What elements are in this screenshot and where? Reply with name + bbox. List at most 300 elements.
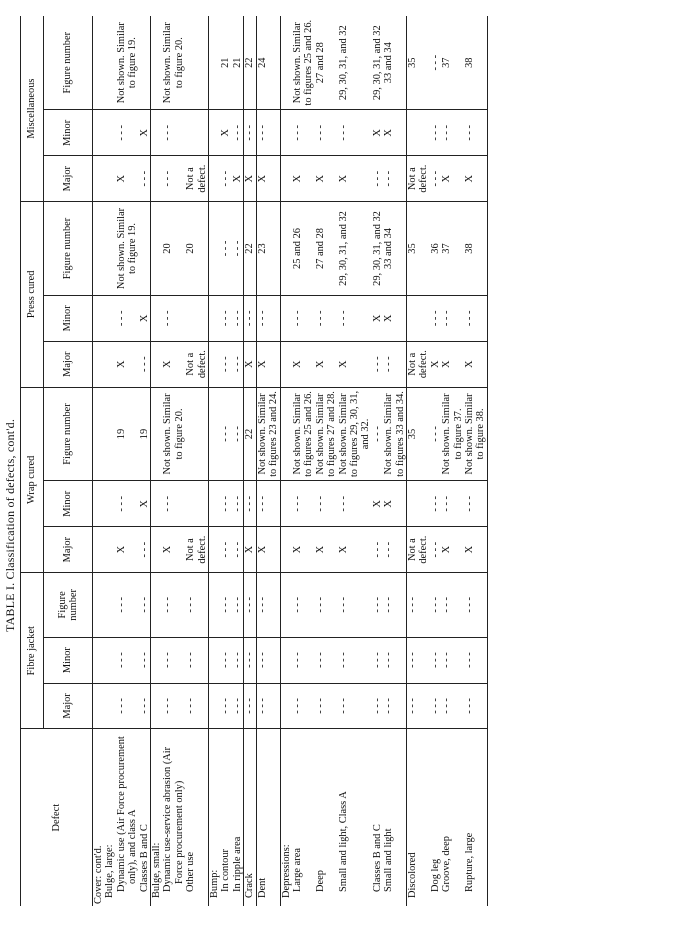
table-row [383,16,406,906]
table-cell [93,295,105,341]
table-cell: - - - [372,637,383,683]
table-cell: 20 [162,202,185,296]
table-cell: - - - [162,295,185,341]
table-cell: X [116,156,139,202]
table-cell: - - - [232,387,244,481]
table-caption: TABLE I. Classification of defects, cont'd. [3,418,17,632]
table-cell [280,637,292,683]
table-cell: X [116,527,139,573]
table-cell: - - - [162,637,185,683]
table-cell: Not shown. Similar to figure 20. [162,16,185,110]
table-cell [104,527,115,573]
table-cell [209,637,221,683]
table-cell: - - - [372,683,383,729]
table-cell: - - - [338,295,372,341]
defect-name: Deep [314,870,326,892]
table-cell [151,341,163,387]
table-cell: X [441,341,464,387]
table-row [280,16,292,906]
table-cell [209,573,221,638]
table-cell: - - - [315,683,338,729]
header-sub-major: Major [44,527,93,573]
defect-name: Depressions: [280,729,292,906]
table-cell: Not shown. Similar to figure 38. [464,387,487,481]
table-cell: X [162,527,185,573]
table-cell: 29, 30, 31, and 32 [372,16,383,110]
table-cell: 37 [441,202,464,296]
table-cell: - - - [162,683,185,729]
table-cell: X [139,481,151,527]
table-row [220,16,231,906]
table-body [93,16,488,906]
table-cell: Not a defect. [406,156,429,202]
table-cell: - - - [220,637,231,683]
table-cell [104,156,115,202]
table-cell [151,295,163,341]
table-cell: - - - [232,202,244,296]
table-cell: 19 [116,387,139,481]
table-cell: 27 and 28 [315,16,338,110]
table-cell: - - - [292,573,315,638]
table-cell: - - - [315,481,338,527]
table-cell: 29, 30, 31, and 32 [338,16,372,110]
table-cell: X [244,527,256,573]
table-cell [280,16,292,110]
table-cell: X [292,527,315,573]
table-cell: - - - [338,573,372,638]
table-cell [280,683,292,729]
table-cell [209,683,221,729]
table-cell [280,110,292,156]
table-cell: 22 [244,202,256,296]
table-cell [139,202,151,296]
table-cell: - - - [406,683,429,729]
table-cell: - - - [315,637,338,683]
table-row [93,16,105,906]
table-cell: X [315,341,338,387]
table-cell: X [232,156,244,202]
table-cell: X [430,341,441,387]
table-cell: - - - [406,637,429,683]
table-cell [104,637,115,683]
table-cell [93,341,105,387]
table-cell: - - - [315,295,338,341]
defect-name: Cover: cont'd. [93,845,104,904]
table-cell: - - - [244,637,256,683]
table-cell: - - - [430,573,441,638]
header-group-miscellaneous: Miscellaneous [21,16,44,202]
table-cell: Not shown. Similar to figures 27 and 28. [315,387,338,481]
table-cell: - - - [430,481,441,527]
table-cell: X [372,481,383,527]
table-cell: - - - [162,573,185,638]
table-cell: - - - [256,573,280,638]
table-cell [280,341,292,387]
table-cell: - - - [338,481,372,527]
header-sub-figure-number: Figure number [44,202,93,296]
table-row [209,16,221,906]
table-cell: - - - [464,295,487,341]
table-cell: X [338,527,372,573]
table-cell: Not shown. Similar to figures 33 and 34. [383,387,406,481]
table-cell: - - - [464,481,487,527]
table-cell [280,481,292,527]
table-cell: X [162,341,185,387]
header-sub-minor: Minor [44,295,93,341]
table-row [116,16,139,906]
table-cell [209,527,221,573]
header-sub-minor: Minor [44,481,93,527]
table-row [232,16,244,906]
table-cell [104,341,115,387]
table-cell: - - - [430,16,441,110]
table-cell [93,156,105,202]
table-cell: 38 [464,16,487,110]
table-cell [93,481,105,527]
table-cell: X [139,110,151,156]
table-cell: - - - [162,481,185,527]
table-cell: - - - [383,341,406,387]
table-cell: X [256,527,280,573]
table-cell: Not a defect. [406,341,429,387]
table-cell: - - - [185,573,208,638]
table-cell: - - - [464,573,487,638]
table-cell: - - - [220,573,231,638]
table-cell [151,387,163,481]
table-cell: Not a defect. [185,156,208,202]
table-cell: - - - [116,295,139,341]
table-cell: X [383,481,406,527]
table-cell: - - - [139,573,151,638]
table-cell: Not shown. Similar to figures 25 and 26. [292,387,315,481]
table-cell: X [372,110,383,156]
table-cell: 33 and 34 [383,202,406,296]
defect-name: Dog leg [429,858,441,892]
table-cell: - - - [244,295,256,341]
table-cell [209,156,221,202]
table-cell [185,295,208,341]
table-cell [209,341,221,387]
table-cell [209,295,221,341]
table-cell [280,156,292,202]
table-cell: 35 [406,387,429,481]
table-cell: - - - [244,573,256,638]
table-cell: - - - [372,156,383,202]
table-cell: X [383,295,406,341]
table-cell: - - - [185,683,208,729]
table-cell: Not shown. Similar to figures 23 and 24. [256,387,280,481]
table-cell: - - - [139,637,151,683]
table-cell: X [256,341,280,387]
table-cell: - - - [256,637,280,683]
table-cell: 23 [256,202,280,296]
table-cell [151,481,163,527]
table-cell: - - - [430,387,441,481]
table-row [441,16,464,906]
table-row [104,16,115,906]
table-cell: - - - [441,573,464,638]
table-cell: - - - [292,637,315,683]
table-cell: - - - [292,110,315,156]
table-cell: - - - [441,637,464,683]
table-cell: - - - [139,683,151,729]
table-cell: 21 [220,16,231,110]
defect-name: Dynamic use-service abrasion (Air Force procurement only) [162,746,185,892]
table-cell [139,16,151,110]
table-cell: - - - [338,637,372,683]
table-cell [93,573,105,638]
defect-name: Discolored [406,729,429,906]
table-cell: 29, 30, 31, and 32 [338,202,372,296]
table-row [315,16,338,906]
table-cell [104,573,115,638]
table-cell: X [315,527,338,573]
defect-name: Crack [244,729,256,906]
table-cell: - - - [406,573,429,638]
table-cell [151,202,163,296]
table-cell: - - - [232,481,244,527]
table-row [162,16,185,906]
table-cell [151,637,163,683]
table-cell: - - - [244,683,256,729]
header-sub-minor: Minor [44,110,93,156]
table-cell: 33 and 34 [383,16,406,110]
table-cell: - - - [256,683,280,729]
table-cell: - - - [383,637,406,683]
table-cell: Not shown. Similar to figures 29, 30, 31, and 32. [338,387,372,481]
table-cell: - - - [430,156,441,202]
table-cell: Not a defect. [406,527,429,573]
table-cell [185,387,208,481]
table-cell [406,295,429,341]
table-cell: - - - [256,110,280,156]
table-cell: - - - [139,156,151,202]
table-cell: - - - [162,156,185,202]
table-cell: - - - [232,573,244,638]
header-sub-figure-number: Figure number [44,573,93,638]
table-cell: Not shown. Similar to figure 19. [116,202,139,296]
table-cell: - - - [185,637,208,683]
table-cell [151,156,163,202]
table-cell: - - - [430,637,441,683]
table-cell: - - - [441,110,464,156]
table-cell: - - - [116,637,139,683]
defect-name: In contour [220,849,232,892]
table-cell [151,16,163,110]
table-cell [209,16,221,110]
table-cell: - - - [220,341,231,387]
table-cell [280,202,292,296]
header-sub-figure-number: Figure number [44,387,93,481]
table-cell [280,573,292,638]
table-cell: - - - [244,110,256,156]
table-cell [104,110,115,156]
defect-name: Bulge, small: [151,729,163,906]
header-sub-major: Major [44,683,93,729]
table-row [256,16,280,906]
defect-name: Small and light [383,828,395,892]
defect-name: Other use [185,851,197,892]
table-cell: Not shown. Similar to figure 20. [162,387,185,481]
header-group-press-cured: Press cured [21,202,44,388]
table-cell: 36 [430,202,441,296]
table-cell: X [372,295,383,341]
table-cell: - - - [220,202,231,296]
table-cell: - - - [220,387,231,481]
table-cell: - - - [244,481,256,527]
table-cell: X [338,156,372,202]
table-cell [104,683,115,729]
defect-classification-table [20,16,488,906]
table-cell: - - - [372,387,383,481]
defect-name: Groove, deep [441,836,453,892]
table-cell: - - - [383,527,406,573]
defect-name: Small and light, Class A [337,791,349,892]
header-group-fibre-jacket: Fibre jacket [21,573,44,729]
table-cell: X [292,156,315,202]
table-cell: X [139,295,151,341]
table-cell: X [315,156,338,202]
table-cell [185,110,208,156]
defect-name: Classes B and C [138,824,150,892]
table-cell: Not shown. Similar to figure 37. [441,387,464,481]
defect-name: Dynamic use (Air Force procurement only), and class A [115,736,139,892]
table-row [372,16,383,906]
table-cell: - - - [430,527,441,573]
table-cell: 35 [406,202,429,296]
table-cell [151,527,163,573]
table-cell: - - - [315,573,338,638]
table-cell: - - - [464,683,487,729]
table-cell: - - - [383,156,406,202]
table-cell: X [441,156,464,202]
table-row [244,16,256,906]
table-cell [104,481,115,527]
table-cell: - - - [430,110,441,156]
table-cell: X [244,341,256,387]
table-cell: 20 [185,202,208,296]
table-cell: - - - [232,527,244,573]
table-cell [104,387,115,481]
defect-name: Rupture, large [464,729,487,906]
table-cell: - - - [292,481,315,527]
table-cell: 35 [406,16,429,110]
table-cell: X [441,527,464,573]
table-cell [406,481,429,527]
defect-name: Bulge, large: [104,844,116,898]
table-cell: 21 [232,16,244,110]
table-cell: X [256,156,280,202]
table-cell: X [464,156,487,202]
table-cell: - - - [232,110,244,156]
table-cell: - - - [139,341,151,387]
table-cell [93,527,105,573]
table-cell: - - - [372,341,383,387]
table-cell: X [220,110,231,156]
table-cell: - - - [464,110,487,156]
defect-name: Dent [256,877,268,898]
table-cell: - - - [116,573,139,638]
table-cell: - - - [116,683,139,729]
table-cell: 22 [244,16,256,110]
table-cell [104,295,115,341]
table-cell: - - - [232,341,244,387]
defect-name: Large area [291,848,303,892]
table-cell: - - - [116,481,139,527]
table-cell: - - - [338,110,372,156]
table-cell: - - - [220,156,231,202]
table-cell: Not a defect. [185,527,208,573]
table-cell: - - - [232,637,244,683]
table-header [21,16,93,906]
table-row [464,16,487,906]
table-cell: - - - [430,683,441,729]
table-row [430,16,441,906]
table-cell: - - - [220,527,231,573]
table-cell: - - - [383,683,406,729]
table-cell [280,527,292,573]
table-cell [209,387,221,481]
table-cell: - - - [430,295,441,341]
table-cell: - - - [139,527,151,573]
header-group-wrap-cured: Wrap cured [21,387,44,572]
table-cell: - - - [232,683,244,729]
header-sub-figure-number: Figure number [44,16,93,110]
table-row [139,16,151,906]
table-row [151,16,163,906]
table-cell [93,387,105,481]
table-cell [93,637,105,683]
table-cell [104,16,115,110]
table-cell: X [464,341,487,387]
table-row [338,16,372,906]
table-cell: - - - [372,527,383,573]
table-cell: X [292,341,315,387]
table-cell: - - - [292,295,315,341]
table-cell: 19 [139,387,151,481]
table-cell [209,110,221,156]
table-row [185,16,208,906]
table-cell: 24 [256,16,280,110]
table-cell [280,295,292,341]
table-cell: 27 and 28 [315,202,338,296]
table-cell: - - - [220,295,231,341]
table-cell: - - - [220,481,231,527]
table-cell: - - - [256,295,280,341]
table-cell [93,16,105,110]
table-cell: X [244,156,256,202]
table-cell: - - - [292,683,315,729]
table-cell: 22 [244,387,256,481]
header-sub-minor: Minor [44,637,93,683]
table-cell: - - - [220,683,231,729]
table-cell [93,683,105,729]
table-cell: Not shown. Similar to figures 25 and 26. [292,16,315,110]
table-cell: 38 [464,202,487,296]
table-cell: X [464,527,487,573]
table-cell: 29, 30, 31, and 32 [372,202,383,296]
table-row [406,16,429,906]
table-cell: - - - [256,481,280,527]
table-cell: - - - [372,573,383,638]
table-cell [151,110,163,156]
table-cell: - - - [116,110,139,156]
table-cell: - - - [315,110,338,156]
table-row [292,16,315,906]
table-cell: - - - [441,481,464,527]
table-cell [151,573,163,638]
table-cell: Not shown. Similar to figure 19. [116,16,139,110]
